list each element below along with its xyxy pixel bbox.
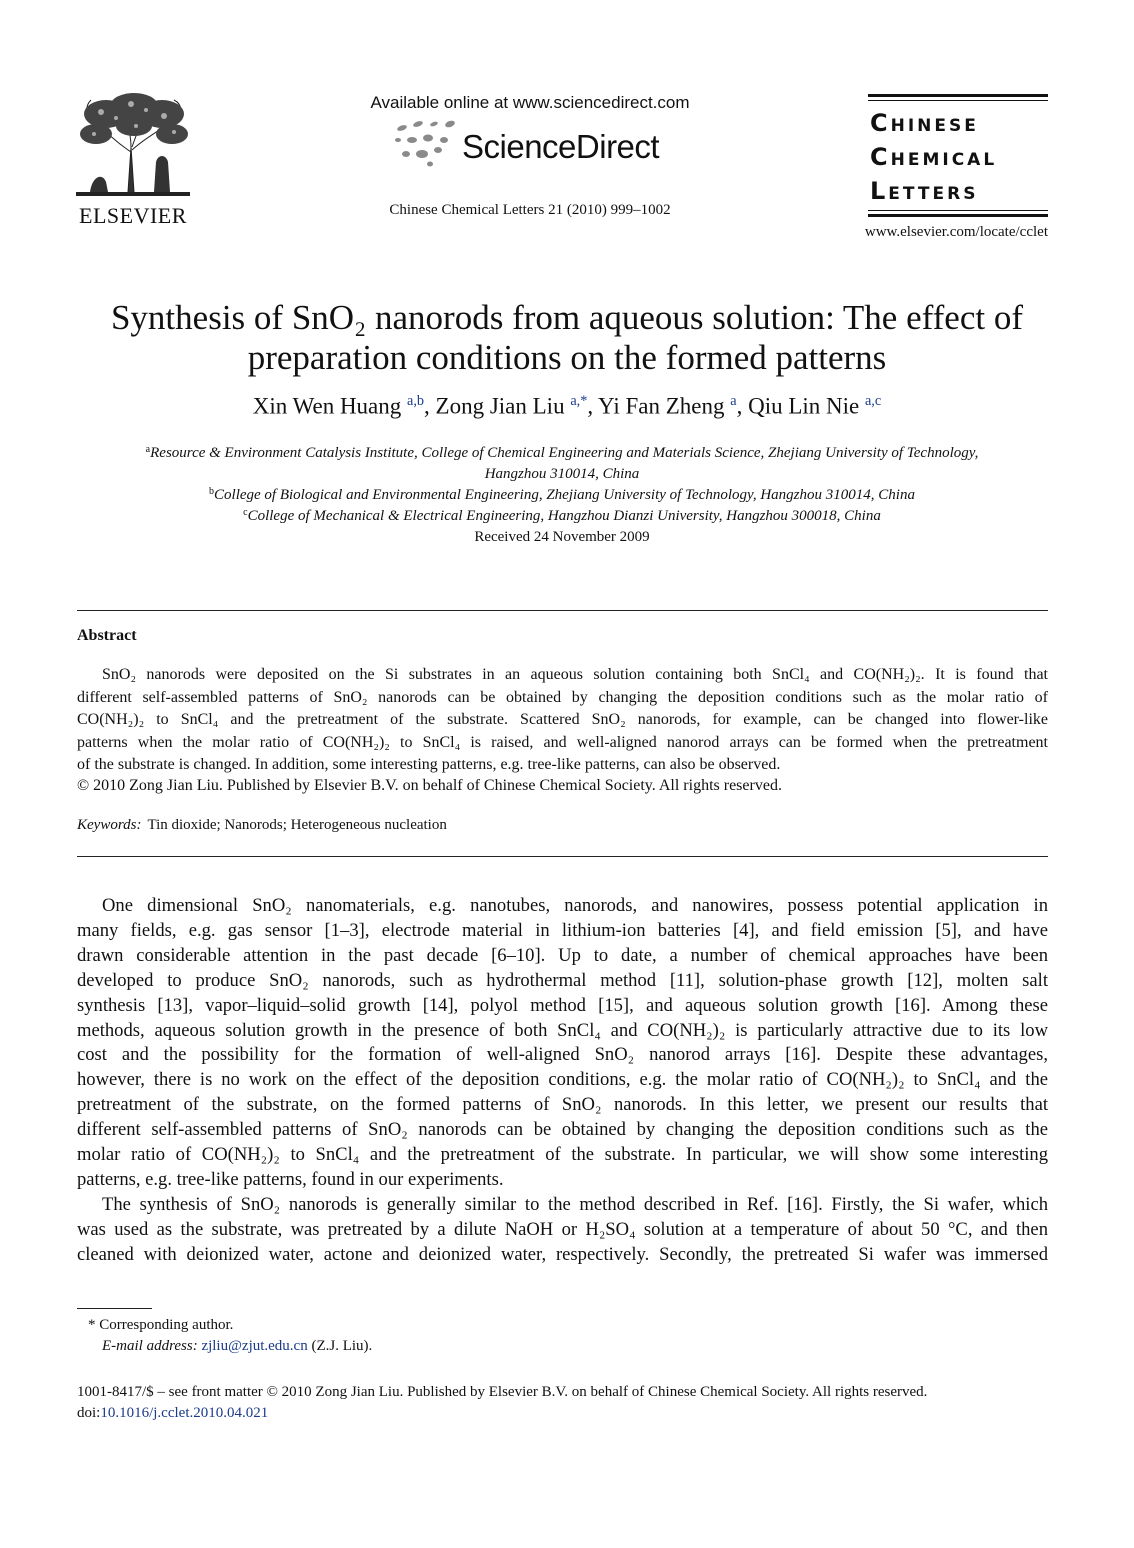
abstract-line: patterns when the molar ratio of CO(NH₂)₂ to SnCl₄ is raised, and well-aligned nanorod arrays can be formed when the pretreatment bbox=[77, 733, 1048, 751]
received-date: Received 24 November 2009 bbox=[474, 529, 650, 545]
author-affiliation-link[interactable]: a,b bbox=[407, 393, 425, 409]
keywords-label: Keywords: bbox=[77, 817, 142, 833]
body-line: many fields, e.g. gas sensor [1–3], electrode material in lithium-ion batteries [4], and field emission [5], and have bbox=[77, 919, 1048, 941]
journal-url[interactable]: www.elsevier.com/locate/cclet bbox=[864, 224, 1048, 240]
body-line: One dimensional SnO₂ nanomaterials, e.g. nanotubes, nanorods, and nanowires, possess potential application in bbox=[102, 895, 1048, 916]
author-affiliation-link[interactable]: a bbox=[730, 393, 737, 409]
body-line: developed to produce SnO₂ nanorods, such as hydrothermal method [11], solution-phase growth [12], molten salt bbox=[77, 969, 1048, 991]
abstract-line: different self-assembled patterns of SnO₂ nanorods can be obtained by changing the deposition conditions such as the molar ratio of bbox=[77, 688, 1048, 706]
email-link[interactable]: zjliu@zjut.edu.cn bbox=[201, 1338, 308, 1354]
body-line: patterns, e.g. tree-like patterns, found in our experiments. bbox=[77, 1168, 504, 1190]
abstract-line: of the substrate is changed. In addition, some interesting patterns, e.g. tree-like patterns, can also be observed. bbox=[77, 756, 781, 773]
article-title bbox=[60, 298, 1074, 378]
journal-logo bbox=[868, 92, 1048, 222]
keywords-list: Tin dioxide; Nanorods; Heterogeneous nucleation bbox=[147, 817, 447, 833]
body-line: was used as the substrate, was pretreated by a dilute NaOH or H₂SO₄ solution at a temperature of about 50 °C, and then bbox=[77, 1218, 1048, 1240]
sciencedirect-logo[interactable] bbox=[390, 118, 680, 170]
body-line: methods, aqueous solution growth in the presence of both SnCl₄ and CO(NH₂)₂ is particularly attractive due to its low bbox=[77, 1019, 1048, 1041]
sciencedirect-name: ScienceDirect bbox=[462, 128, 660, 165]
abstract-text bbox=[77, 664, 1048, 777]
body-line: The synthesis of SnO₂ nanorods is generally similar to the method described in Ref. [16]. Firstly, the Si wafer, which bbox=[102, 1193, 1048, 1215]
journal-logo-line: Chinese bbox=[870, 109, 979, 137]
sciencedirect-dots-icon bbox=[390, 118, 460, 168]
front-matter bbox=[77, 1382, 927, 1424]
title-line: Synthesis of SnO₂ nanorods from aqueous solution: The effect of bbox=[110, 298, 1024, 337]
body-line: cleaned with deionized water, actone and deionized water, respectively. Secondly, the pretreated Si wafer was immersed bbox=[77, 1243, 1048, 1265]
author-affiliation-link[interactable]: a,* bbox=[570, 393, 588, 409]
divider bbox=[77, 856, 1048, 857]
author-list: Xin Wen Huang $^{a,b}$, Zong Jian Liu $^{a,*}$, Yi Fan Zheng $^a$, Qiu Lin Nie $^{a,c}$ bbox=[252, 393, 882, 419]
divider bbox=[77, 610, 1048, 611]
publisher-name: ELSEVIER bbox=[79, 203, 187, 228]
footnote-divider bbox=[77, 1308, 152, 1309]
body-line: pretreatment of the substrate, on the formed patterns of SnO₂ nanorods. In this letter, we present our results that bbox=[77, 1094, 1048, 1116]
abstract-heading: Abstract bbox=[77, 627, 137, 644]
title-line: preparation conditions on the formed patterns bbox=[247, 338, 887, 377]
available-online-text: Available online at www.sciencedirect.com bbox=[370, 93, 690, 112]
doi-prefix: doi: bbox=[77, 1405, 101, 1421]
author-affiliation-link[interactable]: a,c bbox=[864, 393, 882, 409]
body-line: molar ratio of CO(NH₂)₂ to SnCl₄ and the pretreatment of the substrate. In particular, we will show some interesting bbox=[77, 1144, 1048, 1166]
body-text bbox=[77, 894, 1048, 1268]
affiliation-b: $^b$College of Biological and Environmental Engineering, Zhejiang University of Technology, Hangzhou 310014, China bbox=[209, 486, 915, 503]
keywords bbox=[77, 817, 447, 834]
elsevier-logo bbox=[76, 92, 190, 228]
body-line: cost and the possibility for the formation of well-aligned SnO₂ nanorod arrays [16]. Despite these advantages, bbox=[77, 1044, 1048, 1066]
author-name: Yi Fan Zheng bbox=[598, 393, 725, 419]
email-label: E-mail address: bbox=[102, 1338, 198, 1354]
doi-link[interactable]: 10.1016/j.cclet.2010.04.021 bbox=[100, 1405, 269, 1421]
abstract-line: SnO₂ nanorods were deposited on the Si substrates in an aqueous solution containing both SnCl₄ and CO(NH₂)₂. It is found that bbox=[102, 666, 1048, 683]
author-name: Xin Wen Huang bbox=[252, 393, 402, 419]
author-name: Zong Jian Liu bbox=[435, 393, 565, 419]
abstract-line: CO(NH₂)₂ to SnCl₄ and the pretreatment of the substrate. Scattered SnO₂ nanorods, for example, can be changed into flower-like bbox=[77, 711, 1048, 728]
journal-logo-line: Letters bbox=[870, 177, 979, 205]
elsevier-tree-icon bbox=[76, 92, 190, 196]
author-name: Qiu Lin Nie bbox=[748, 393, 860, 419]
email-suffix: (Z.J. Liu). bbox=[311, 1338, 373, 1354]
journal-logo-line: Chemical bbox=[870, 143, 998, 171]
footnote bbox=[88, 1315, 372, 1357]
affiliation-c: $^c$College of Mechanical & Electrical Engineering, Hangzhou Dianzi University, Hangzhou 300018, China bbox=[243, 507, 881, 524]
body-line: however, there is no work on the effect of the deposition conditions, e.g. the molar ratio of CO(NH₂)₂ to SnCl₄ and the bbox=[77, 1069, 1048, 1091]
body-line: different self-assembled patterns of SnO₂ nanorods can be obtained by changing the deposition conditions such as the bbox=[77, 1119, 1048, 1141]
front-matter-line: 1001-8417/$ – see front matter © 2010 Zong Jian Liu. Published by Elsevier B.V. on behalf of Chinese Chemical Society. All rights reserved. bbox=[77, 1384, 928, 1400]
corresponding-author-note: * Corresponding author. bbox=[88, 1317, 234, 1333]
journal-citation: Chinese Chemical Letters 21 (2010) 999–1002 bbox=[389, 202, 671, 218]
affiliation-a: $^a$Resource & Environment Catalysis Institute, College of Chemical Engineering and Materials Science, Zhejiang University of Technology, Hangzhou 310014, China bbox=[145, 444, 979, 482]
journal-logo-text bbox=[870, 106, 997, 208]
body-line: synthesis [13], vapor–liquid–solid growth [14], polyol method [15], and aqueous solution growth [16]. Among these bbox=[77, 994, 1048, 1016]
abstract-copyright: © 2010 Zong Jian Liu. Published by Elsevier B.V. on behalf of Chinese Chemical Society. All rights reserved. bbox=[77, 777, 782, 794]
body-line: drawn considerable attention in the past decade [6–10]. Up to date, a number of chemical approaches have been bbox=[77, 944, 1048, 966]
